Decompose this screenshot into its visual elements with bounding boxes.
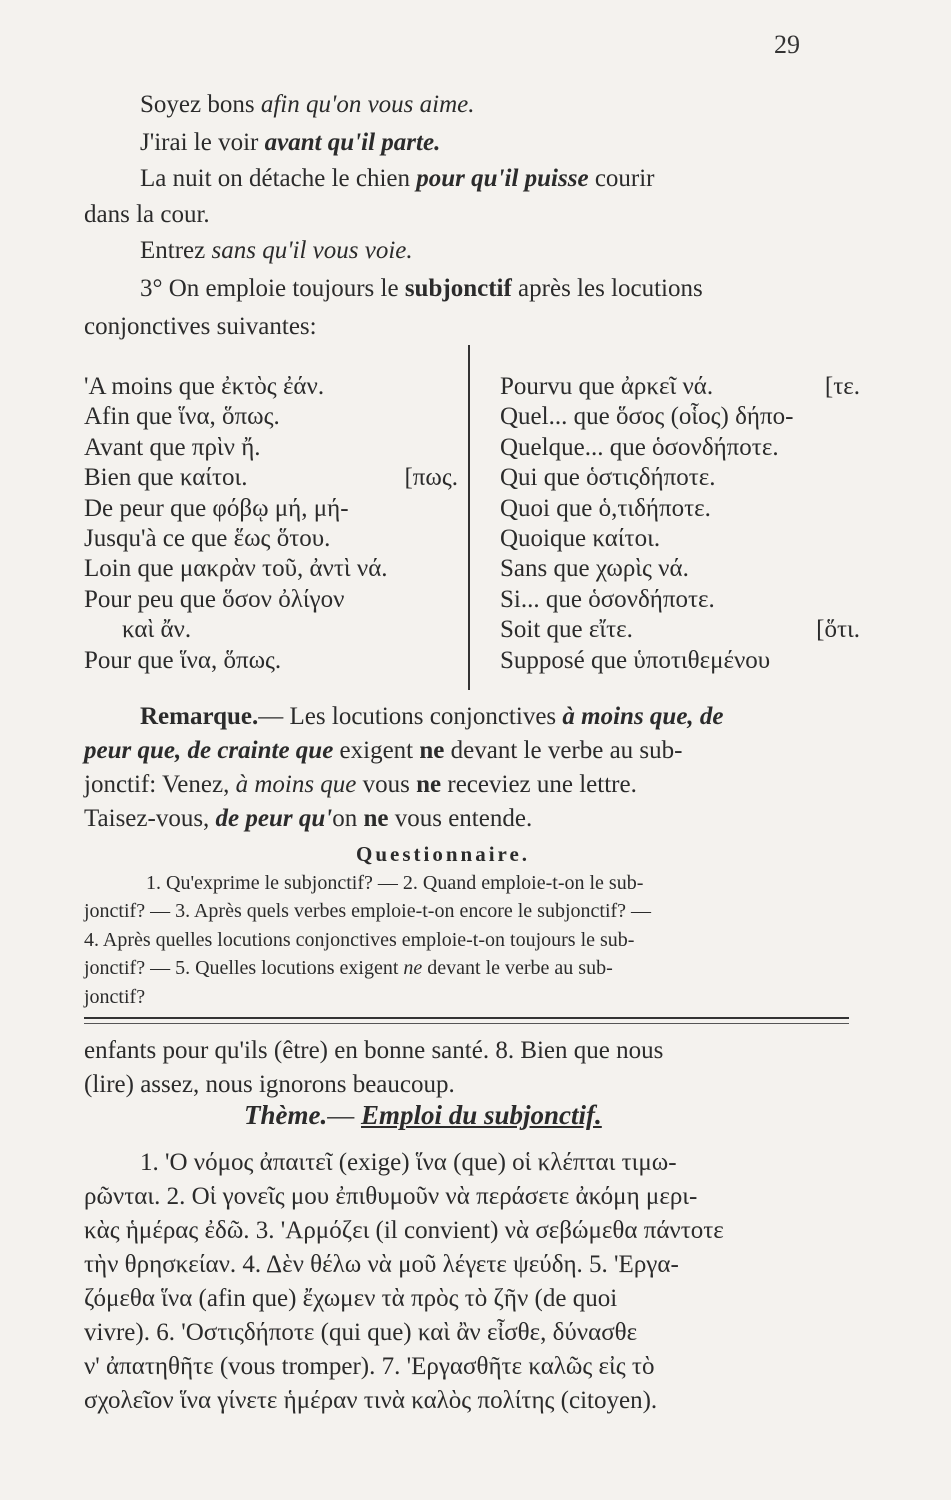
locution-item: Sans que χωρὶς νά. [500,555,689,583]
example-line: Soyez bons afin qu'on vous aime. [140,91,475,118]
remarque-paragraph: jonctif: Venez, à moins que vous ne receviez une lettre. [84,771,637,798]
locution-item: Quoi que ὁ,τιδήποτε. [500,494,711,522]
locution-item: Soit que εἴτε. [ὅτι. [500,616,860,644]
locution-item: Pour que ἵνα, ὅπως. [84,646,282,674]
wrap-mark: [τε. [824,373,860,400]
theme-line: 1. 'Ο νόμος ἀπαιτεῖ (exige) ἵνα (que) οἱ κλέπται τιμω- [140,1149,677,1176]
locution-item: Pourvu que ἀρκεῖ νά. [τε. [500,373,860,400]
theme-line: ζόμεθα ἵνα (afin que) ἔχωμεν τὰ πρὸς τὸ ζῆν (de quoi [84,1285,618,1312]
wrap-mark: [ὅτι. [816,616,860,644]
page-number: 29 [774,30,800,59]
locution-item: Quel... que ὅσος (οἷος) δήπο- [500,403,794,431]
exercise-line: (lire) assez, nous ignorons beaucoup. [84,1071,455,1098]
example-line: Entrez sans qu'il vous voie. [140,237,413,264]
question-line: 1. Qu'exprime le subjonctif? — 2. Quand emploie-t-on le sub- [146,872,644,894]
locutions-left-column [84,372,464,676]
question-line: 4. Après quelles locutions conjonctives emploie-t-on toujours le sub- [84,929,635,951]
theme-line: ρῶνται. 2. Οἱ γονεῖς μου ἐπιθυμοῦν νὰ περάσετε ἀκόμη μερι- [84,1183,698,1210]
locution-item: Afin que ἵνα, ὅπως. [84,403,280,431]
locution-item: Supposé que ὑποτιθεμένου [500,646,771,674]
example-line: La nuit on détache le chien pour qu'il puisse courir [140,165,655,192]
locution-item: Qui que ὁστιςδήποτε. [500,464,716,492]
rule-paragraph: 3° On emploie toujours le subjonctif après les locutions [140,275,703,302]
theme-heading: Thème.— Emploi du subjonctif. [244,1100,602,1130]
theme-line: vivre). 6. 'Οστιςδήποτε (qui que) καὶ ἂν εἶσθε, δύνασθε [84,1319,638,1346]
section-rule [84,1017,849,1019]
example-line: J'irai le voir avant qu'il parte. [140,129,441,156]
column-divider [468,345,470,690]
questionnaire-heading: Questionnaire. [356,842,531,866]
remarque-paragraph: peur que, de crainte que exigent ne devant le verbe au sub- [84,737,683,764]
theme-line: σχολεῖον ἵνα γίνετε ἡμέραν τινὰ καλὸς πολίτης (citoyen). [84,1387,658,1414]
theme-line: κὰς ἡμέρας ἐδῶ. 3. 'Αρμόζει (il convient) νὰ σεβώμεθα πάντοτε [84,1217,724,1244]
wrap-mark: [πως. [404,464,458,492]
locution-item: 'A moins que ἐκτὸς ἐάν. [84,373,325,400]
locution-item: Bien que καίτοι. [πως. [84,464,458,492]
locution-item: Si... que ὁσονδήποτε. [500,585,715,613]
locution-item: Quelque... que ὁσονδήποτε. [500,433,779,461]
theme-line: ν' ἀπατηθῆτε (vous tromper). 7. 'Εργασθῆτε καλῶς εἰς τὸ [84,1353,655,1380]
locution-item: Jusqu'à ce que ἕως ὅτου. [84,524,331,552]
locution-item: Avant que πρὶν ἤ. [84,433,261,461]
remarque-paragraph: Taisez-vous, de peur qu'on ne vous entende. [84,805,533,832]
rule-paragraph: conjonctives suivantes: [84,313,317,340]
question-line: jonctif? — 5. Quelles locutions exigent ne devant le verbe au sub- [84,957,613,979]
question-line: jonctif? [84,986,146,1008]
locution-item: De peur que φόβῳ μή, μή- [84,494,349,522]
locutions-right-column [500,372,860,676]
remarque-paragraph: Remarque.— Les locutions conjonctives à moins que, de [140,703,724,730]
locution-item: Pour peu que ὅσον ὀλίγον [84,585,345,613]
exercise-line: enfants pour qu'ils (être) en bonne santé. 8. Bien que nous [84,1037,664,1064]
theme-line: τὴν θρησκείαν. 4. Δὲν θέλω νὰ μοῦ λέγετε ψεύδη. 5. 'Εργα- [84,1251,679,1278]
locution-item: Loin que μακρὰν τοῦ, ἀντὶ νά. [84,555,388,583]
section-rule [84,1023,849,1024]
locution-item: καὶ ἄν. [122,616,192,644]
example-line: dans la cour. [84,201,210,228]
question-line: jonctif? — 3. Après quels verbes emploie-t-on encore le subjonctif? — [84,900,652,922]
locution-item: Quoique καίτοι. [500,524,661,552]
